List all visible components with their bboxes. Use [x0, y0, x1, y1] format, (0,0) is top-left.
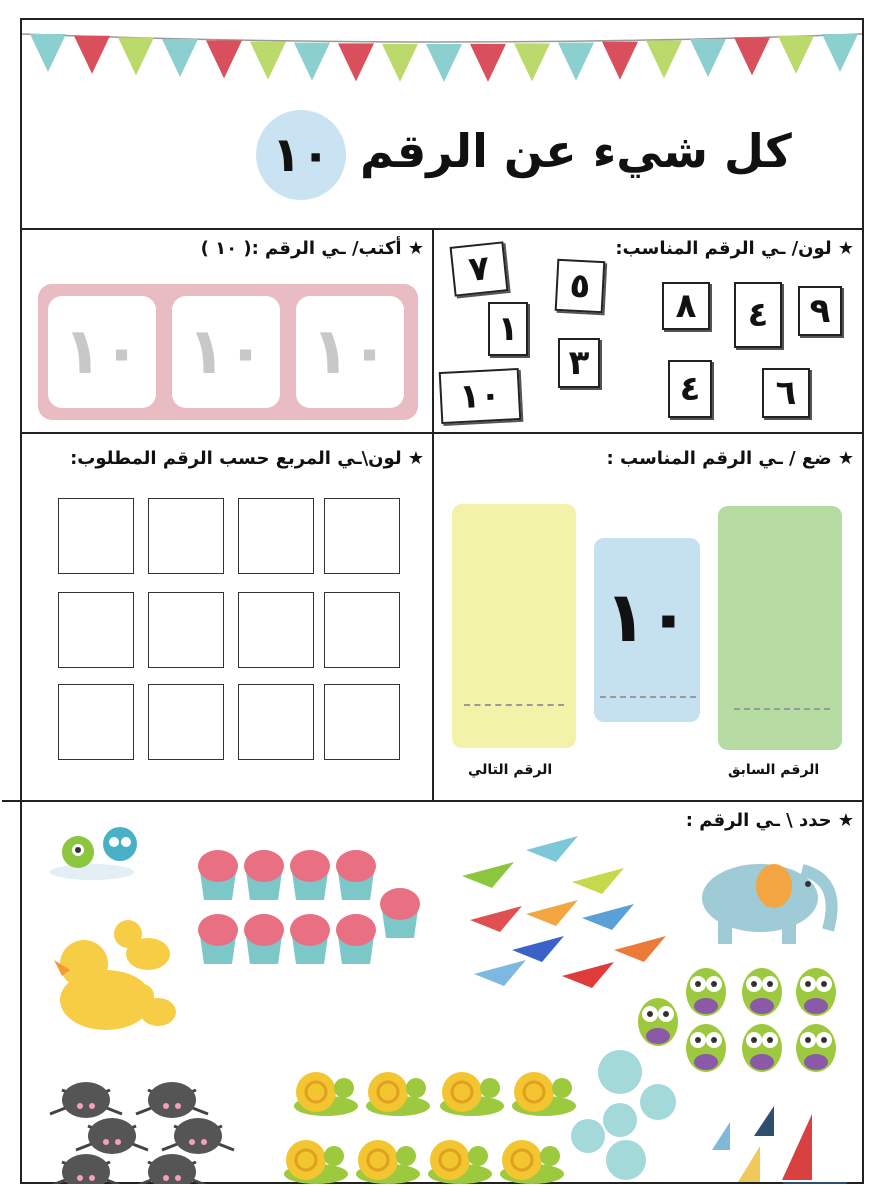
bunting-flag	[514, 43, 550, 81]
previous-answer-line	[734, 708, 830, 710]
center-line	[600, 696, 696, 698]
number-card-3[interactable]: ٣	[558, 338, 600, 388]
bunting-flag	[426, 44, 462, 82]
color-square[interactable]	[58, 498, 134, 574]
color-square[interactable]	[148, 592, 224, 668]
bunting-flag	[162, 39, 198, 77]
bunting-flag	[734, 37, 770, 75]
number-card-5[interactable]: ٥	[555, 259, 606, 313]
number-card-10[interactable]: ١٠	[439, 368, 522, 424]
number-card-8[interactable]: ٨	[662, 282, 710, 330]
bubbles-icon	[571, 1050, 676, 1180]
next-answer-line	[464, 704, 564, 706]
number-card-4b[interactable]: ٤	[734, 282, 782, 348]
next-number-label: الرقم التالي	[468, 762, 553, 778]
number-card-7[interactable]: ٧	[450, 241, 509, 296]
divider-vertical	[432, 228, 434, 800]
counting-illustrations	[22, 810, 862, 1184]
bunting-flag	[206, 40, 242, 78]
bunting-flag	[690, 39, 726, 77]
number-card-9[interactable]: ٩	[798, 286, 842, 336]
sailboats-icon	[712, 1106, 848, 1184]
ducks-icon	[54, 920, 176, 1030]
trace-box-1[interactable]: ١٠	[296, 296, 404, 408]
previous-number-column[interactable]	[718, 506, 842, 750]
bunting-flag	[118, 37, 154, 75]
bunting-flag	[30, 34, 66, 72]
count-instruction: ★ حدد \ ـي الرقم :	[685, 810, 854, 831]
bunting-flag	[470, 44, 506, 82]
bunting-flag	[338, 43, 374, 81]
place-number-instruction: ★ ضع / ـي الرقم المناسب :	[606, 448, 854, 469]
snails-icon	[284, 1072, 576, 1184]
bunting-flag	[250, 42, 286, 80]
bunting-flag	[822, 34, 858, 72]
divider-1	[22, 228, 862, 230]
center-number: ١٠	[604, 576, 690, 658]
bunting-banner	[22, 20, 862, 100]
bunting-flag	[646, 40, 682, 78]
color-square[interactable]	[324, 684, 400, 760]
color-number-instruction: ★ لون/ ـي الرقم المناسب:	[615, 238, 854, 259]
bunting-flag	[74, 36, 110, 74]
previous-number-label: الرقم السابق	[728, 762, 820, 778]
bunting-flag	[558, 43, 594, 81]
paper-planes-icon	[462, 836, 666, 988]
color-square[interactable]	[238, 592, 314, 668]
divider-3	[2, 800, 862, 802]
bunting-flag	[602, 42, 638, 80]
trace-box-3[interactable]: ١٠	[48, 296, 156, 408]
bunting-flag	[382, 44, 418, 82]
color-square[interactable]	[324, 592, 400, 668]
color-square[interactable]	[238, 498, 314, 574]
number-card-6[interactable]: ٦	[762, 368, 810, 418]
next-number-column[interactable]	[452, 504, 576, 748]
color-square[interactable]	[148, 498, 224, 574]
title-number-circle	[256, 110, 346, 200]
owls-icon	[638, 968, 836, 1072]
elephant-icon	[702, 864, 832, 944]
color-square[interactable]	[58, 592, 134, 668]
worksheet	[20, 18, 864, 1184]
color-square[interactable]	[324, 498, 400, 574]
title-text: كل شيء عن الرقم	[360, 124, 792, 178]
spiders-icon	[50, 1082, 234, 1184]
trace-box-2[interactable]: ١٠	[172, 296, 280, 408]
color-square[interactable]	[238, 684, 314, 760]
monsters-icon	[50, 827, 137, 880]
bunting-flag	[778, 36, 814, 74]
bunting-flag	[294, 43, 330, 81]
cupcakes-icon	[198, 850, 420, 964]
number-card-4[interactable]: ٤	[668, 360, 712, 418]
number-card-1[interactable]: ١	[488, 302, 528, 356]
title-number: ١٠	[271, 127, 331, 183]
color-grid-instruction: ★ لون\ـي المربع حسب الرقم المطلوب:	[70, 448, 424, 469]
page-title	[22, 108, 862, 208]
divider-2	[22, 432, 862, 434]
color-square[interactable]	[148, 684, 224, 760]
write-instruction: ★ أكتب/ ـي الرقم :( ١٠ )	[200, 238, 424, 259]
color-square[interactable]	[58, 684, 134, 760]
